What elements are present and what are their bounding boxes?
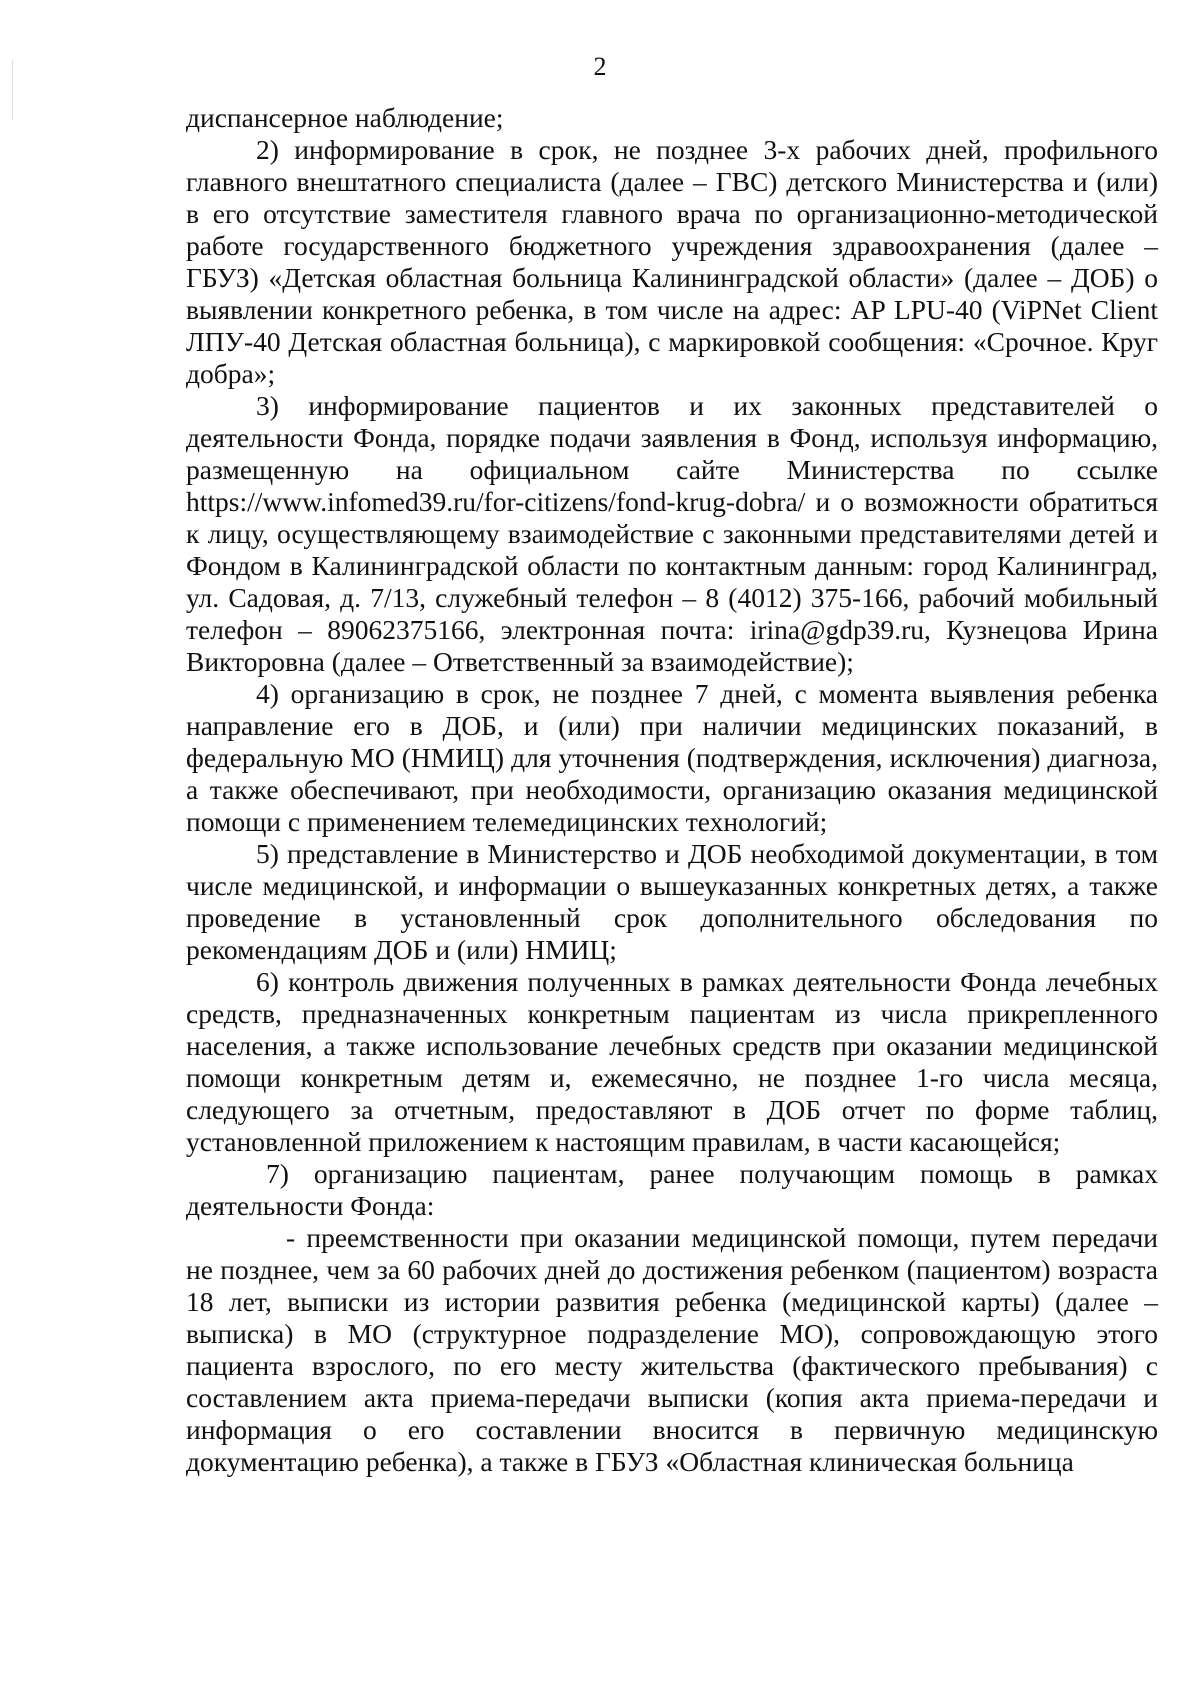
paragraph-item-5: 5) представление в Министерство и ДОБ необходимой документации, в том числе медицинской, и информации о вышеуказанных конкретных детях, а также проведение в установленный срок дополнительного обследования по рекомендациям ДОБ и (или) НМИЦ; (186, 838, 1158, 965)
paragraph-item-3: 3) информирование пациентов и их законных представителей о деятельности Фонда, порядке подачи заявления в Фонд, используя информацию, размещенную на официальном сайте Министерства по ссылке https://www.infomed39.ru/for-citizens/fond-krug-dobra/ и о возможности обратиться к лицу, осуществляющему взаимодействие с законными представителями детей и Фондом в Калининградской области по контактным данным: город Калининград, ул. Садовая, д. 7/13, служебный телефон – 8 (4012) 375-166, рабочий мобильный телефон – 89062375166, электронная почта: irina@gdp39.ru, Кузнецова Ирина Викторовна (далее – Ответственный за взаимодействие); (186, 390, 1158, 677)
paragraph-item-2: 2) информирование в срок, не позднее 3-х рабочих дней, профильного главного внештатного специалиста (далее – ГВС) детского Министерства и (или) в его отсутствие заместителя главного врача по организационно-методической работе государственного бюджетного учреждения здравоохранения (далее – ГБУЗ) «Детская областная больница Калининградской области» (далее – ДОБ) о выявлении конкретного ребенка, в том числе на адрес: AP LPU-40 (ViPNet Client ЛПУ-40 Детская областная больница), с маркировкой сообщения: «Срочное. Круг добра»; (186, 134, 1158, 389)
paragraph-item-7-subitem: - преемственности при оказании медицинской помощи, путем передачи не позднее, чем за 60 рабочих дней до достижения ребенком (пациентом) возраста 18 лет, выписки из истории развития ребенка (медицинской карты) (далее – выписка) в МО (структурное подразделение МО), сопровождающую этого пациента взрослого, по его месту жительства (фактического пребывания) с составлением акта приема-передачи выписки (копия акта приема-передачи и информация о его составлении вносится в первичную медицинскую документацию ребенка), а также в ГБУЗ «Областная клиническая больница (186, 1222, 1158, 1477)
document-body (186, 102, 1158, 1478)
page-number: 2 (593, 52, 607, 81)
paragraph-item-6: 6) контроль движения полученных в рамках деятельности Фонда лечебных средств, предназначенных конкретным пациентам из числа прикрепленного населения, а также использование лечебных средств при оказании медицинской помощи конкретным детям и, ежемесячно, не позднее 1-го числа месяца, следующего за отчетным, предоставляют в ДОБ отчет по форме таблиц, установленной приложением к настоящим правилам, в части касающейся; (186, 966, 1158, 1157)
paragraph-continuation: диспансерное наблюдение; (186, 102, 504, 133)
paragraph-item-4: 4) организацию в срок, не позднее 7 дней, с момента выявления ребенка направление его в ДОБ, и (или) при наличии медицинских показаний, в федеральную МО (НМИЦ) для уточнения (подтверждения, исключения) диагноза, а также обеспечивают, при необходимости, организацию оказания медицинской помощи с применением телемедицинских технологий; (186, 678, 1158, 837)
paragraph-item-7: 7) организацию пациентам, ранее получающим помощь в рамках деятельности Фонда: (186, 1158, 1158, 1221)
